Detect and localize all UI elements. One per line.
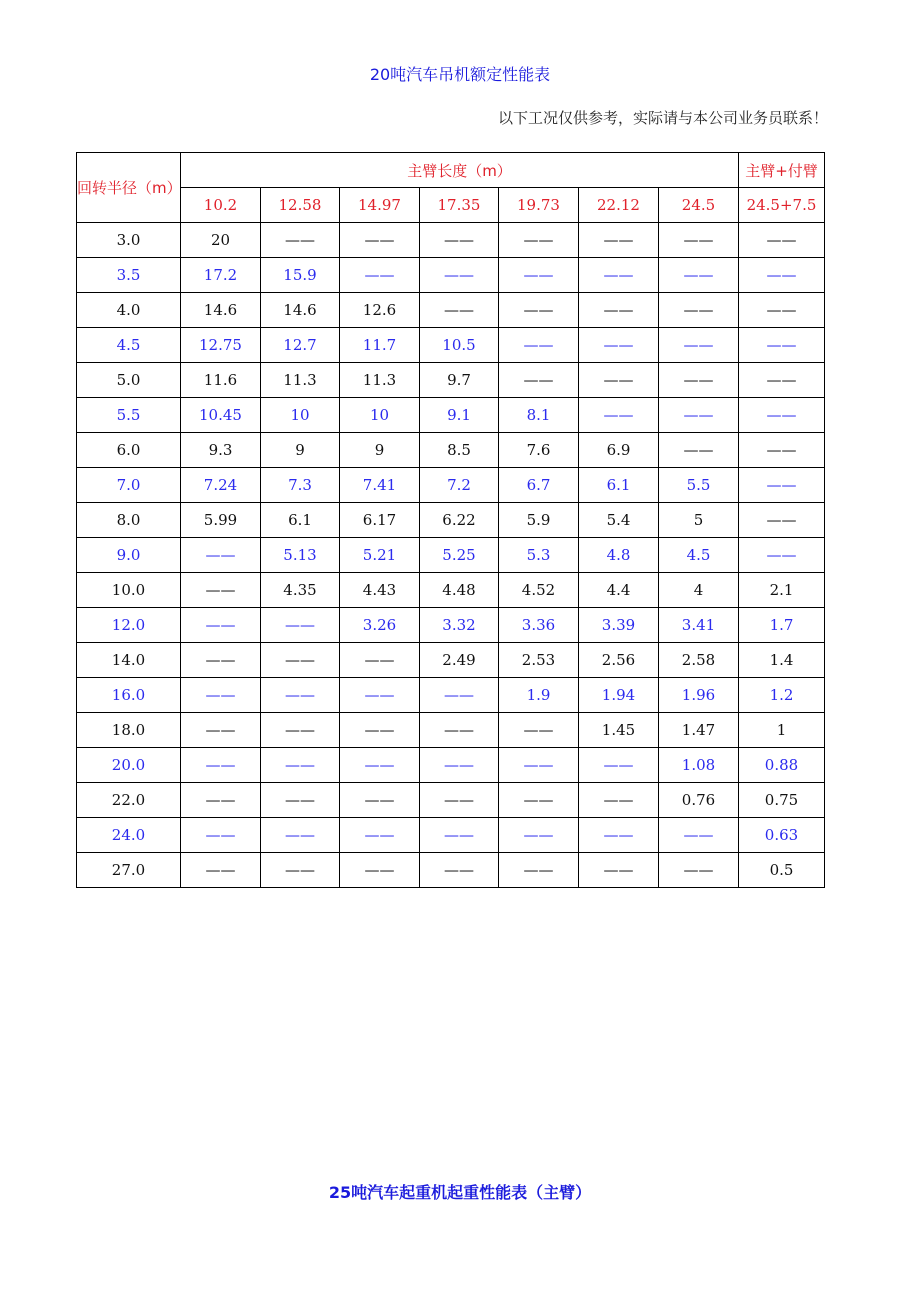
capacity-cell: —— [739, 293, 825, 328]
capacity-cell: 7.2 [420, 468, 499, 503]
capacity-cell: —— [499, 818, 579, 853]
capacity-cell: —— [499, 783, 579, 818]
table-row [77, 538, 825, 573]
capacity-cell: 12.6 [340, 293, 420, 328]
disclaimer-note: 以下工况仅供参考，实际请与本公司业务员联系！ [497, 109, 828, 127]
crane-load-table [76, 152, 825, 888]
capacity-cell: —— [340, 853, 420, 888]
capacity-cell: 5 [659, 503, 739, 538]
capacity-cell: —— [420, 223, 499, 258]
table-row [77, 748, 825, 783]
radius-cell: 27.0 [77, 853, 181, 888]
capacity-cell: —— [340, 643, 420, 678]
capacity-cell: —— [420, 748, 499, 783]
page-title: 20吨汽车吊机额定性能表 [369, 65, 551, 84]
table-row [77, 328, 825, 363]
capacity-cell: —— [340, 678, 420, 713]
capacity-cell: —— [659, 398, 739, 433]
capacity-cell: —— [739, 223, 825, 258]
capacity-cell: 10.5 [420, 328, 499, 363]
capacity-cell: —— [659, 258, 739, 293]
table-row [77, 573, 825, 608]
capacity-cell: 5.9 [499, 503, 579, 538]
capacity-cell: —— [579, 258, 659, 293]
capacity-cell: 4 [659, 573, 739, 608]
capacity-cell: —— [659, 433, 739, 468]
capacity-cell: —— [181, 643, 261, 678]
capacity-cell: —— [579, 853, 659, 888]
capacity-cell: —— [659, 293, 739, 328]
capacity-cell: 1.2 [739, 678, 825, 713]
capacity-cell: —— [499, 363, 579, 398]
capacity-cell: —— [181, 748, 261, 783]
radius-cell: 9.0 [77, 538, 181, 573]
radius-cell: 18.0 [77, 713, 181, 748]
capacity-cell: 1.08 [659, 748, 739, 783]
capacity-cell: 12.75 [181, 328, 261, 363]
capacity-cell: 0.63 [739, 818, 825, 853]
capacity-cell: —— [340, 713, 420, 748]
capacity-cell: 1.94 [579, 678, 659, 713]
capacity-cell: 1.7 [739, 608, 825, 643]
table-row [77, 223, 825, 258]
capacity-cell: 5.21 [340, 538, 420, 573]
table-row [77, 433, 825, 468]
capacity-cell: 2.1 [739, 573, 825, 608]
capacity-cell: 10 [261, 398, 340, 433]
capacity-cell: 4.8 [579, 538, 659, 573]
capacity-cell: —— [181, 573, 261, 608]
capacity-cell: —— [420, 818, 499, 853]
capacity-cell: 7.41 [340, 468, 420, 503]
capacity-cell: 10 [340, 398, 420, 433]
capacity-cell: 14.6 [181, 293, 261, 328]
capacity-cell: 5.5 [659, 468, 739, 503]
capacity-cell: 5.25 [420, 538, 499, 573]
capacity-cell: —— [420, 293, 499, 328]
capacity-cell: —— [181, 853, 261, 888]
capacity-cell: 5.3 [499, 538, 579, 573]
capacity-cell: —— [420, 853, 499, 888]
capacity-cell: —— [579, 293, 659, 328]
capacity-cell: —— [261, 223, 340, 258]
capacity-cell: —— [579, 363, 659, 398]
boom-length-cell: 24.5+7.5 [739, 188, 825, 223]
capacity-cell: —— [340, 223, 420, 258]
capacity-cell: 6.22 [420, 503, 499, 538]
capacity-cell: —— [181, 538, 261, 573]
capacity-cell: 20 [181, 223, 261, 258]
capacity-cell: 0.76 [659, 783, 739, 818]
radius-cell: 5.0 [77, 363, 181, 398]
table-row [77, 503, 825, 538]
capacity-cell: 17.2 [181, 258, 261, 293]
table-row [77, 293, 825, 328]
capacity-cell: 1.47 [659, 713, 739, 748]
capacity-cell: 3.41 [659, 608, 739, 643]
capacity-cell: 3.36 [499, 608, 579, 643]
capacity-cell: —— [579, 783, 659, 818]
capacity-cell: 2.56 [579, 643, 659, 678]
radius-cell: 12.0 [77, 608, 181, 643]
capacity-cell: 4.43 [340, 573, 420, 608]
boom-length-cell: 14.97 [340, 188, 420, 223]
boom-length-row [77, 188, 825, 223]
capacity-cell: —— [181, 608, 261, 643]
capacity-cell: 6.9 [579, 433, 659, 468]
capacity-cell: 15.9 [261, 258, 340, 293]
next-table-title: 25吨汽车起重机起重性能表（主臂） [328, 1183, 592, 1202]
capacity-cell: —— [659, 363, 739, 398]
capacity-cell: —— [420, 258, 499, 293]
capacity-cell: 5.4 [579, 503, 659, 538]
capacity-cell: 1.9 [499, 678, 579, 713]
capacity-cell: 6.1 [261, 503, 340, 538]
capacity-cell: 1 [739, 713, 825, 748]
capacity-cell: —— [739, 398, 825, 433]
radius-cell: 6.0 [77, 433, 181, 468]
capacity-cell: —— [499, 853, 579, 888]
table-row [77, 678, 825, 713]
capacity-cell: 8.5 [420, 433, 499, 468]
capacity-cell: —— [739, 258, 825, 293]
capacity-cell: 4.35 [261, 573, 340, 608]
capacity-cell: 11.7 [340, 328, 420, 363]
boom-length-cell: 22.12 [579, 188, 659, 223]
boom-length-cell: 17.35 [420, 188, 499, 223]
capacity-cell: —— [261, 818, 340, 853]
capacity-cell: —— [340, 748, 420, 783]
capacity-cell: 1.45 [579, 713, 659, 748]
radius-cell: 14.0 [77, 643, 181, 678]
capacity-cell: —— [579, 748, 659, 783]
capacity-cell: 0.75 [739, 783, 825, 818]
table-row [77, 853, 825, 888]
table-row [77, 398, 825, 433]
capacity-cell: —— [499, 328, 579, 363]
capacity-cell: —— [181, 713, 261, 748]
capacity-cell: 0.5 [739, 853, 825, 888]
table-row [77, 783, 825, 818]
capacity-cell: —— [739, 328, 825, 363]
capacity-cell: —— [659, 853, 739, 888]
capacity-cell: —— [261, 608, 340, 643]
capacity-cell: 9.1 [420, 398, 499, 433]
radius-cell: 5.5 [77, 398, 181, 433]
capacity-cell: 9.3 [181, 433, 261, 468]
boom-length-cell: 12.58 [261, 188, 340, 223]
capacity-cell: —— [579, 328, 659, 363]
capacity-cell: 8.1 [499, 398, 579, 433]
radius-cell: 8.0 [77, 503, 181, 538]
table-row [77, 643, 825, 678]
radius-cell: 20.0 [77, 748, 181, 783]
capacity-cell: —— [420, 713, 499, 748]
capacity-cell: —— [261, 713, 340, 748]
capacity-cell: —— [340, 818, 420, 853]
capacity-cell: —— [261, 678, 340, 713]
capacity-cell: 2.53 [499, 643, 579, 678]
capacity-cell: 4.48 [420, 573, 499, 608]
capacity-cell: 12.7 [261, 328, 340, 363]
capacity-cell: 0.88 [739, 748, 825, 783]
capacity-cell: —— [739, 363, 825, 398]
radius-header: 回转半径（m） [77, 153, 181, 223]
capacity-cell: 10.45 [181, 398, 261, 433]
radius-cell: 10.0 [77, 573, 181, 608]
capacity-cell: —— [181, 678, 261, 713]
capacity-cell: —— [261, 783, 340, 818]
capacity-cell: 11.3 [261, 363, 340, 398]
capacity-cell: —— [499, 748, 579, 783]
capacity-cell: 7.3 [261, 468, 340, 503]
capacity-cell: 11.6 [181, 363, 261, 398]
capacity-cell: 2.58 [659, 643, 739, 678]
capacity-cell: 9 [340, 433, 420, 468]
capacity-cell: 4.52 [499, 573, 579, 608]
main-boom-header: 主臂长度（m） [181, 153, 739, 188]
capacity-cell: —— [261, 643, 340, 678]
capacity-cell: 6.7 [499, 468, 579, 503]
table-row [77, 818, 825, 853]
capacity-cell: —— [739, 468, 825, 503]
capacity-cell: —— [261, 748, 340, 783]
capacity-cell: —— [739, 503, 825, 538]
boom-length-cell: 10.2 [181, 188, 261, 223]
radius-cell: 22.0 [77, 783, 181, 818]
capacity-cell: —— [181, 818, 261, 853]
radius-cell: 16.0 [77, 678, 181, 713]
capacity-cell: 4.4 [579, 573, 659, 608]
radius-cell: 4.0 [77, 293, 181, 328]
radius-cell: 7.0 [77, 468, 181, 503]
capacity-cell: —— [499, 713, 579, 748]
capacity-cell: —— [579, 818, 659, 853]
capacity-cell: —— [579, 398, 659, 433]
capacity-cell: 6.17 [340, 503, 420, 538]
capacity-cell: 9 [261, 433, 340, 468]
capacity-cell: 1.4 [739, 643, 825, 678]
capacity-cell: 3.26 [340, 608, 420, 643]
table-row [77, 608, 825, 643]
capacity-cell: —— [659, 328, 739, 363]
radius-cell: 24.0 [77, 818, 181, 853]
capacity-cell: 2.49 [420, 643, 499, 678]
capacity-cell: 5.99 [181, 503, 261, 538]
table-row [77, 713, 825, 748]
capacity-cell: —— [261, 853, 340, 888]
capacity-cell: 3.39 [579, 608, 659, 643]
radius-cell: 3.5 [77, 258, 181, 293]
capacity-cell: 6.1 [579, 468, 659, 503]
capacity-cell: 3.32 [420, 608, 499, 643]
capacity-cell: —— [659, 223, 739, 258]
table-row [77, 363, 825, 398]
capacity-cell: —— [499, 293, 579, 328]
capacity-cell: 7.24 [181, 468, 261, 503]
capacity-cell: —— [340, 783, 420, 818]
capacity-cell: —— [499, 223, 579, 258]
radius-cell: 4.5 [77, 328, 181, 363]
capacity-cell: —— [499, 258, 579, 293]
capacity-cell: —— [181, 783, 261, 818]
capacity-cell: 5.13 [261, 538, 340, 573]
table-row [77, 258, 825, 293]
capacity-cell: —— [739, 538, 825, 573]
capacity-cell: —— [579, 223, 659, 258]
capacity-cell: —— [420, 783, 499, 818]
table-row [77, 468, 825, 503]
capacity-cell: —— [420, 678, 499, 713]
capacity-cell: —— [340, 258, 420, 293]
boom-length-cell: 24.5 [659, 188, 739, 223]
capacity-cell: 14.6 [261, 293, 340, 328]
capacity-cell: 11.3 [340, 363, 420, 398]
jib-header: 主臂+付臂 [739, 153, 825, 188]
capacity-cell: 9.7 [420, 363, 499, 398]
capacity-cell: 7.6 [499, 433, 579, 468]
capacity-cell: 1.96 [659, 678, 739, 713]
boom-length-cell: 19.73 [499, 188, 579, 223]
capacity-cell: 4.5 [659, 538, 739, 573]
radius-cell: 3.0 [77, 223, 181, 258]
capacity-cell: —— [739, 433, 825, 468]
capacity-cell: —— [659, 818, 739, 853]
